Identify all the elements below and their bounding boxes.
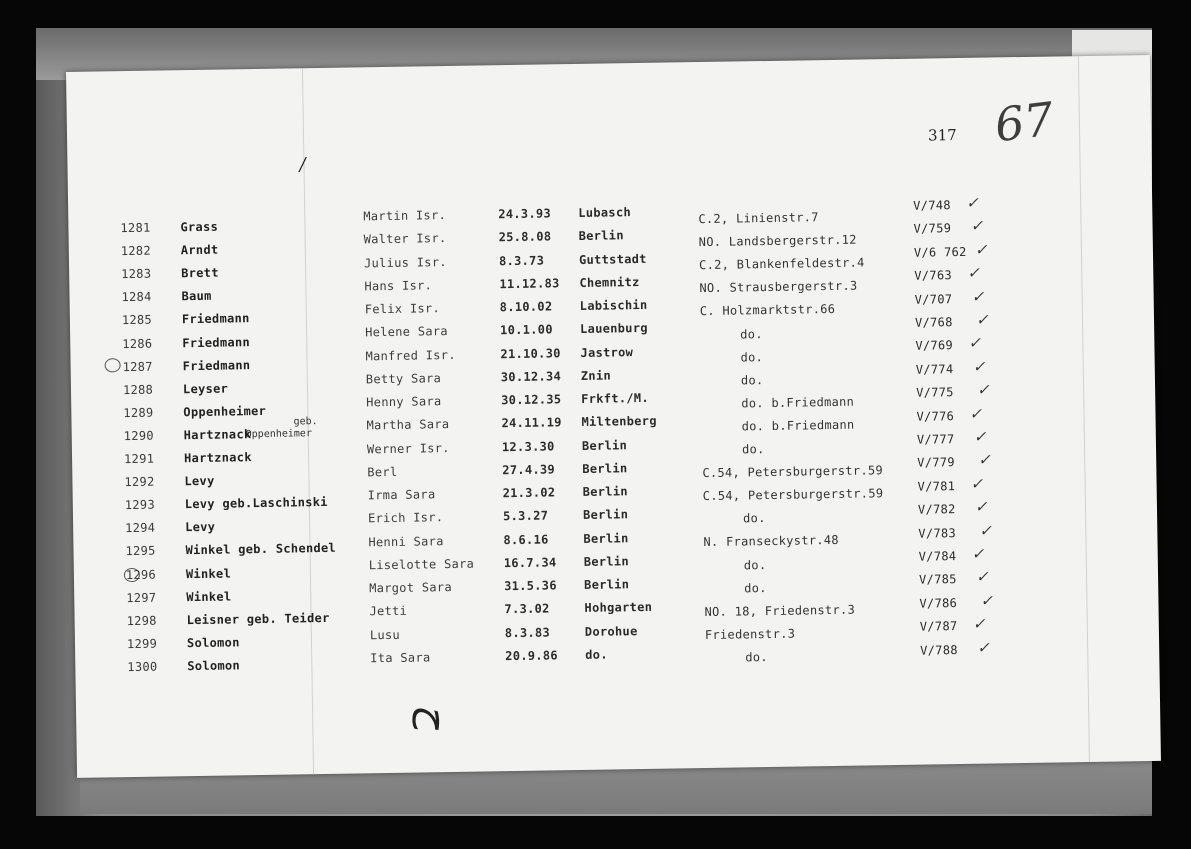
reference-number: V/748 [913, 198, 951, 213]
check-mark: ✓ [975, 310, 990, 329]
birth-place: Dorohue [584, 623, 638, 639]
check-mark: ✓ [970, 474, 984, 493]
surname: Levy [184, 473, 215, 489]
given-name: Liselotte Sara [368, 556, 475, 573]
surname: Winkel [185, 565, 232, 581]
birth-place: Chemnitz [579, 274, 640, 290]
birth-date: 31.5.36 [504, 578, 557, 594]
reference-number: V/707 [914, 291, 953, 307]
check-mark: ✓ [970, 217, 984, 236]
birth-place: Labischin [579, 297, 648, 313]
surname: Levy geb.Laschinski [184, 495, 328, 512]
given-name: Walter Isr. [363, 231, 447, 247]
row-number: 1297 [126, 590, 157, 605]
birth-date: 21.10.30 [500, 345, 561, 361]
reference-number: V/783 [918, 525, 957, 541]
surname: Hartznack [183, 427, 252, 443]
birth-place: Berlin [581, 437, 628, 453]
birth-place: Berlin [583, 553, 630, 569]
row-number: 1291 [123, 451, 155, 467]
check-mark: ✓ [973, 427, 987, 446]
reference-number: V/779 [917, 455, 955, 471]
check-mark: ✓ [966, 193, 980, 212]
address: C.2, Linienstr.7 [698, 210, 819, 227]
reference-number: V/775 [916, 385, 954, 400]
reference-number: V/759 [913, 221, 952, 237]
address: C.54, Petersburgerstr.59 [702, 463, 884, 481]
check-mark: ✓ [967, 263, 981, 283]
address: do. b.Friedmann [741, 417, 855, 434]
birth-date: 21.3.02 [502, 485, 556, 501]
given-name: Betty Sara [365, 370, 442, 387]
check-mark: ✓ [969, 404, 983, 423]
surname: Oppenheimer [183, 403, 267, 419]
birth-place: Lubasch [578, 205, 632, 220]
row-number: 1282 [120, 243, 152, 259]
reference-number: V/774 [915, 361, 954, 377]
row-number: 1296 [125, 567, 157, 582]
check-mark: ✓ [977, 638, 991, 657]
row-number: 1299 [126, 636, 158, 651]
given-name: Henny Sara [366, 394, 442, 410]
check-mark: ✓ [980, 591, 994, 610]
birth-date: 8.3.83 [504, 624, 551, 640]
address: C.54, Petersburgerstr.59 [702, 486, 884, 504]
row-number: 1300 [127, 659, 158, 674]
row-number: 1285 [121, 313, 153, 328]
birth-date: 24.11.19 [501, 415, 562, 431]
birth-place: Berlin [578, 228, 624, 244]
surname: Friedmann [182, 334, 251, 350]
address: do. b.Friedmann [741, 394, 855, 411]
address: NO. Strausbergerstr.3 [699, 278, 858, 296]
row-number: 1290 [123, 428, 154, 444]
birth-place: Znin [580, 368, 612, 383]
surname: Hartznack [183, 450, 252, 466]
given-name: Manfred Isr. [365, 347, 456, 363]
address: do. [740, 372, 764, 388]
note-geb: geb. [293, 416, 318, 428]
row-number: 1294 [125, 520, 156, 536]
reference-number: V/786 [919, 595, 958, 611]
birth-place: Jastrow [580, 344, 634, 360]
given-name: Irma Sara [367, 487, 436, 503]
surname: Baum [181, 289, 212, 304]
given-name: Jetti [369, 603, 408, 619]
surname: Leyser [182, 381, 229, 396]
reference-number: V/763 [914, 268, 953, 283]
page-number: 317 [927, 126, 957, 145]
address: C. Holzmarktstr.66 [699, 302, 836, 319]
birth-date: 25.8.08 [498, 229, 552, 245]
address: do. [740, 326, 763, 341]
check-mark: ✓ [974, 240, 988, 259]
birth-date: 8.6.16 [503, 531, 549, 547]
given-name: Lusu [369, 627, 401, 642]
birth-date: 20.9.86 [505, 648, 559, 663]
address: do. [743, 557, 767, 572]
given-name: Berl [367, 464, 398, 480]
given-name: Julius Isr. [363, 254, 447, 270]
note-oppenheimer: Oppenheimer [245, 428, 313, 441]
given-name: Felix Isr. [364, 301, 441, 317]
birth-date: 7.3.02 [504, 601, 550, 617]
ledger-page [66, 55, 1161, 778]
address: do. [741, 442, 765, 457]
row-number: 1293 [124, 497, 156, 513]
birth-date: 30.12.34 [500, 369, 562, 384]
birth-place: Berlin [582, 460, 628, 476]
reference-number: V/776 [916, 408, 955, 424]
birth-place: Berlin [582, 484, 628, 499]
given-name: Margot Sara [369, 580, 453, 596]
row-number: 1292 [124, 474, 155, 490]
check-mark: ✓ [976, 380, 991, 399]
reference-number: V/6 762 [913, 244, 967, 260]
reference-number: V/784 [918, 549, 957, 564]
given-name: Helene Sara [365, 324, 449, 340]
check-mark: ✓ [972, 614, 986, 634]
given-name: Ita Sara [370, 650, 431, 666]
given-name: Martha Sara [366, 417, 450, 433]
reference-number: V/769 [915, 338, 954, 354]
birth-place: Hohgarten [584, 600, 653, 616]
birth-date: 24.3.93 [498, 206, 552, 222]
birth-place: Berlin [583, 530, 629, 546]
given-name: Hans Isr. [364, 278, 433, 294]
address: NO. Landsbergerstr.12 [698, 232, 857, 250]
birth-place: do. [585, 647, 608, 662]
check-mark: ✓ [974, 497, 988, 516]
row-number: 1286 [122, 336, 153, 351]
row-number: 1281 [120, 220, 151, 236]
surname: Friedmann [181, 311, 250, 327]
birth-place: Frkft./M. [581, 390, 650, 406]
given-name: Werner Isr. [366, 440, 450, 456]
birth-date: 10.1.00 [500, 322, 553, 338]
surname: Levy [185, 520, 216, 535]
birth-date: 30.12.35 [501, 392, 562, 408]
birth-place: Berlin [582, 507, 629, 523]
birth-place: Lauenburg [579, 321, 648, 337]
address: do. [744, 580, 767, 596]
check-mark: ✓ [968, 334, 982, 353]
reference-number: V/782 [917, 502, 956, 517]
reference-number: V/788 [920, 642, 958, 658]
handwritten-number: 67 [991, 91, 1057, 153]
surname: Arndt [180, 242, 219, 258]
check-mark: ✓ [978, 450, 992, 470]
address: C.2, Blankenfeldestr.4 [699, 255, 865, 273]
birth-date: 5.3.27 [502, 508, 549, 524]
check-mark: ✓ [971, 287, 985, 306]
birth-date: 16.7.34 [503, 555, 557, 570]
surname: Winkel geb. Schendel [185, 541, 337, 558]
surname: Leisner geb. Teider [186, 610, 330, 627]
given-name: Henni Sara [368, 533, 444, 549]
pen-mark-squiggle: ح [411, 704, 459, 731]
address: do. [745, 649, 768, 665]
pen-mark-slash: / [299, 154, 306, 176]
check-mark: ✓ [979, 521, 993, 540]
row-number: 1283 [121, 266, 152, 282]
row-number: 1298 [126, 613, 157, 628]
row-number: 1287 [122, 359, 153, 374]
reference-number: V/768 [914, 315, 953, 330]
surname: Grass [180, 219, 219, 235]
reference-number: V/781 [917, 478, 956, 494]
surname: Winkel [186, 589, 232, 604]
birth-date: 11.12.83 [499, 276, 560, 291]
check-mark: ✓ [971, 544, 985, 563]
surname: Friedmann [182, 357, 251, 373]
birth-date: 12.3.30 [501, 438, 555, 454]
check-mark: ✓ [975, 567, 990, 587]
given-name: Martin Isr. [363, 208, 447, 224]
check-mark: ✓ [972, 357, 986, 376]
reference-number: V/787 [919, 619, 958, 634]
surname: Solomon [186, 635, 240, 650]
given-name: Erich Isr. [367, 510, 444, 526]
row-number: 1289 [123, 405, 154, 420]
reference-number: V/777 [916, 432, 955, 447]
birth-date: 8.3.73 [498, 253, 545, 268]
row-number: 1288 [122, 382, 154, 397]
birth-place: Miltenberg [581, 414, 657, 430]
address: Friedenstr.3 [704, 626, 796, 642]
address: do. [742, 511, 766, 526]
address: do. [740, 349, 764, 365]
address: N. Franseckystr.48 [703, 533, 840, 550]
surname: Brett [181, 265, 219, 281]
birth-place: Guttstadt [578, 251, 647, 267]
birth-date: 8.10.02 [499, 299, 553, 315]
address: NO. 18, Friedenstr.3 [704, 602, 856, 619]
row-number: 1284 [121, 289, 152, 305]
reference-number: V/785 [918, 572, 957, 588]
row-number: 1295 [125, 544, 156, 559]
birth-place: Berlin [584, 577, 630, 592]
surname: Solomon [187, 658, 241, 674]
birth-date: 27.4.39 [502, 462, 556, 477]
